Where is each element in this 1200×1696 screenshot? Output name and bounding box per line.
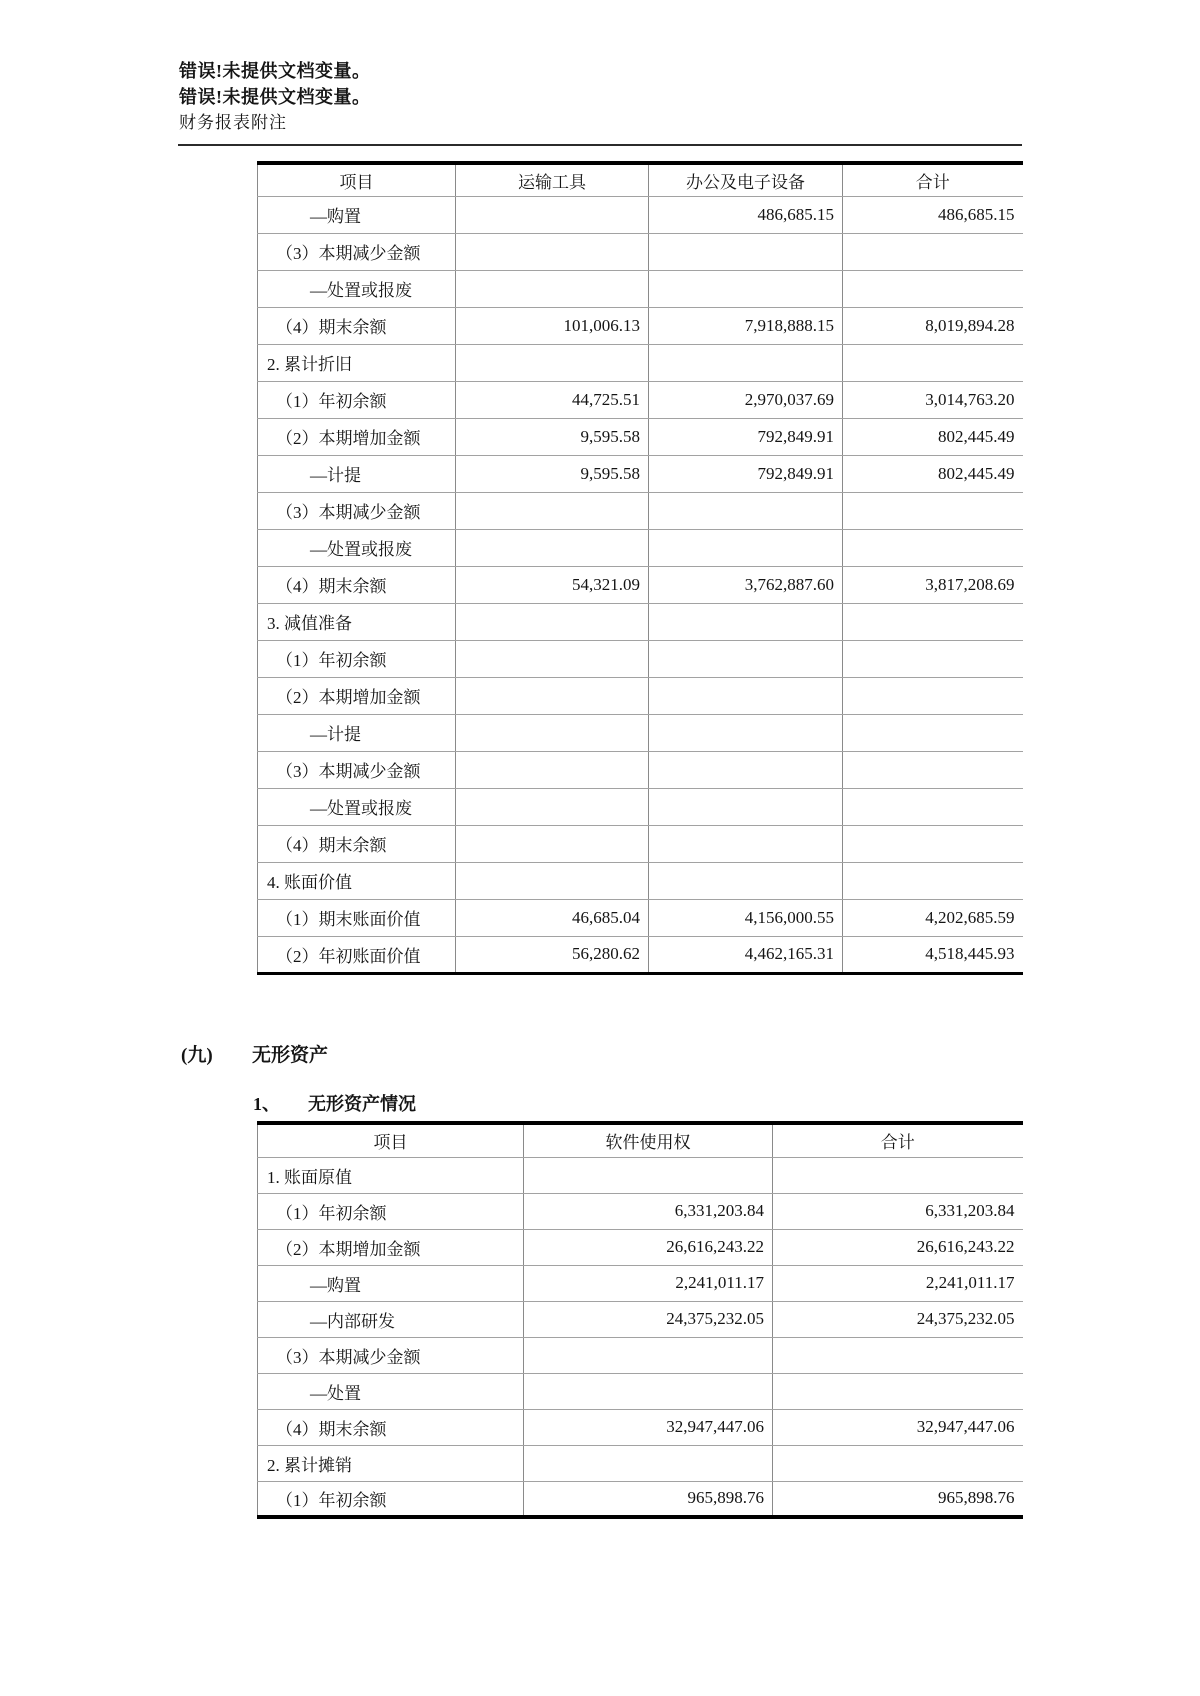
cell-value: [843, 529, 1023, 566]
cell-value: 9,595.58: [456, 418, 649, 455]
row-label: —处置或报废: [258, 529, 456, 566]
table-row: [258, 270, 1023, 307]
column-header-equipment: 办公及电子设备: [649, 163, 843, 196]
header-line-3: 财务报表附注: [179, 113, 287, 132]
cell-value: 3,817,208.69: [843, 566, 1023, 603]
row-label: （4）期末余额: [258, 1409, 524, 1445]
cell-value: 792,849.91: [649, 418, 843, 455]
cell-value: [843, 677, 1023, 714]
column-header-total: 合计: [843, 163, 1023, 196]
column-header-item: 项目: [258, 1123, 524, 1157]
cell-value: 8,019,894.28: [843, 307, 1023, 344]
row-label: （4）期末余额: [258, 566, 456, 603]
cell-value: 802,445.49: [843, 418, 1023, 455]
cell-value: [649, 603, 843, 640]
cell-value: 965,898.76: [773, 1481, 1023, 1517]
table-row: [258, 862, 1023, 899]
cell-value: 4,518,445.93: [843, 936, 1023, 973]
section-title: 无形资产: [252, 1045, 329, 1066]
cell-value: [649, 492, 843, 529]
table-row: [258, 1409, 1023, 1445]
row-label: （3）本期减少金额: [258, 233, 456, 270]
table-row: [258, 899, 1023, 936]
cell-value: 24,375,232.05: [773, 1301, 1023, 1337]
cell-value: [456, 825, 649, 862]
header-line-1: 错误!未提供文档变量。: [179, 61, 371, 81]
cell-value: [843, 862, 1023, 899]
cell-value: 24,375,232.05: [524, 1301, 773, 1337]
cell-value: [456, 196, 649, 233]
table-row: [258, 566, 1023, 603]
cell-value: 4,202,685.59: [843, 899, 1023, 936]
cell-value: [649, 233, 843, 270]
cell-value: [456, 233, 649, 270]
row-label: （3）本期减少金额: [258, 1337, 524, 1373]
cell-value: 26,616,243.22: [773, 1229, 1023, 1265]
table-row: [258, 1265, 1023, 1301]
table-row: [258, 825, 1023, 862]
cell-value: [649, 751, 843, 788]
table-row: [258, 233, 1023, 270]
table-row: [258, 677, 1023, 714]
row-label: 2. 累计摊销: [258, 1445, 524, 1481]
cell-value: [773, 1373, 1023, 1409]
row-label: （4）期末余额: [258, 307, 456, 344]
cell-value: 46,685.04: [456, 899, 649, 936]
row-label: （1）年初余额: [258, 640, 456, 677]
cell-value: [524, 1445, 773, 1481]
cell-value: [456, 603, 649, 640]
subsection-number: 1、: [253, 1094, 280, 1114]
row-label: —购置: [258, 196, 456, 233]
table-row: [258, 196, 1023, 233]
row-label: 2. 累计折旧: [258, 344, 456, 381]
cell-value: 101,006.13: [456, 307, 649, 344]
cell-value: 9,595.58: [456, 455, 649, 492]
header-line-2: 错误!未提供文档变量。: [179, 87, 371, 107]
row-label: （2）年初账面价值: [258, 936, 456, 973]
table-header-row: [258, 163, 1023, 196]
cell-value: [456, 492, 649, 529]
cell-value: [843, 714, 1023, 751]
cell-value: 6,331,203.84: [773, 1193, 1023, 1229]
cell-value: [843, 233, 1023, 270]
cell-value: [649, 270, 843, 307]
table-row: [258, 788, 1023, 825]
section-number: (九): [181, 1045, 213, 1066]
cell-value: [649, 714, 843, 751]
cell-value: [773, 1157, 1023, 1193]
cell-value: [649, 862, 843, 899]
cell-value: [649, 677, 843, 714]
intangible-assets-table-body: [258, 1157, 1023, 1517]
cell-value: [649, 529, 843, 566]
table-row: [258, 1229, 1023, 1265]
row-label: 3. 减值准备: [258, 603, 456, 640]
cell-value: 6,331,203.84: [524, 1193, 773, 1229]
cell-value: [456, 751, 649, 788]
row-label: （2）本期增加金额: [258, 418, 456, 455]
cell-value: 54,321.09: [456, 566, 649, 603]
row-label: —处置或报废: [258, 270, 456, 307]
table-row: [258, 1301, 1023, 1337]
row-label: 1. 账面原值: [258, 1157, 524, 1193]
cell-value: [649, 825, 843, 862]
row-label: 4. 账面价值: [258, 862, 456, 899]
row-label: —计提: [258, 455, 456, 492]
cell-value: [524, 1373, 773, 1409]
cell-value: 3,762,887.60: [649, 566, 843, 603]
cell-value: 2,970,037.69: [649, 381, 843, 418]
table-row: [258, 751, 1023, 788]
table-row: [258, 307, 1023, 344]
page-header: [179, 58, 371, 136]
cell-value: [843, 825, 1023, 862]
cell-value: 802,445.49: [843, 455, 1023, 492]
row-label: —内部研发: [258, 1301, 524, 1337]
cell-value: 56,280.62: [456, 936, 649, 973]
cell-value: [649, 344, 843, 381]
cell-value: 4,462,165.31: [649, 936, 843, 973]
table-row: [258, 455, 1023, 492]
header-divider: [178, 144, 1022, 146]
cell-value: 2,241,011.17: [524, 1265, 773, 1301]
cell-value: [524, 1157, 773, 1193]
cell-value: 32,947,447.06: [773, 1409, 1023, 1445]
cell-value: 486,685.15: [649, 196, 843, 233]
cell-value: 4,156,000.55: [649, 899, 843, 936]
table-row: [258, 1337, 1023, 1373]
row-label: （1）年初余额: [258, 1481, 524, 1517]
cell-value: [773, 1445, 1023, 1481]
cell-value: 486,685.15: [843, 196, 1023, 233]
row-label: —处置或报废: [258, 788, 456, 825]
column-header-item: 项目: [258, 163, 456, 196]
column-header-vehicles: 运输工具: [456, 163, 649, 196]
cell-value: [843, 344, 1023, 381]
row-label: —购置: [258, 1265, 524, 1301]
row-label: （2）本期增加金额: [258, 677, 456, 714]
cell-value: [649, 788, 843, 825]
cell-value: [843, 788, 1023, 825]
cell-value: [456, 862, 649, 899]
row-label: （1）期末账面价值: [258, 899, 456, 936]
row-label: —处置: [258, 1373, 524, 1409]
row-label: （1）年初余额: [258, 1193, 524, 1229]
table-row: [258, 603, 1023, 640]
cell-value: [456, 714, 649, 751]
row-label: （3）本期减少金额: [258, 751, 456, 788]
cell-value: [456, 788, 649, 825]
table-row: [258, 640, 1023, 677]
cell-value: 7,918,888.15: [649, 307, 843, 344]
section-heading: [181, 1044, 328, 1068]
cell-value: [456, 640, 649, 677]
cell-value: [843, 751, 1023, 788]
cell-value: [843, 270, 1023, 307]
cell-value: 32,947,447.06: [524, 1409, 773, 1445]
table-row: [258, 418, 1023, 455]
row-label: （3）本期减少金额: [258, 492, 456, 529]
cell-value: 792,849.91: [649, 455, 843, 492]
table-row: [258, 381, 1023, 418]
table-row: [258, 344, 1023, 381]
table-row: [258, 714, 1023, 751]
column-header-software: 软件使用权: [524, 1123, 773, 1157]
cell-value: 965,898.76: [524, 1481, 773, 1517]
cell-value: [456, 270, 649, 307]
subsection-heading: [253, 1092, 416, 1116]
row-label: （4）期末余额: [258, 825, 456, 862]
table-row: [258, 1373, 1023, 1409]
cell-value: [649, 640, 843, 677]
row-label: （2）本期增加金额: [258, 1229, 524, 1265]
intangible-assets-table: [257, 1121, 1023, 1519]
cell-value: 3,014,763.20: [843, 381, 1023, 418]
cell-value: [843, 492, 1023, 529]
cell-value: [843, 603, 1023, 640]
table-row: [258, 492, 1023, 529]
cell-value: [456, 677, 649, 714]
fixed-assets-table: [257, 161, 1023, 975]
table-row: [258, 529, 1023, 566]
cell-value: [524, 1337, 773, 1373]
cell-value: 26,616,243.22: [524, 1229, 773, 1265]
table-row: [258, 1157, 1023, 1193]
cell-value: [456, 529, 649, 566]
column-header-total: 合计: [773, 1123, 1023, 1157]
subsection-title: 无形资产情况: [308, 1094, 416, 1114]
cell-value: 2,241,011.17: [773, 1265, 1023, 1301]
cell-value: [773, 1337, 1023, 1373]
table-row: [258, 1445, 1023, 1481]
row-label: —计提: [258, 714, 456, 751]
table-header-row: [258, 1123, 1023, 1157]
table-row: [258, 1193, 1023, 1229]
fixed-assets-table-body: [258, 196, 1023, 973]
row-label: （1）年初余额: [258, 381, 456, 418]
cell-value: [456, 344, 649, 381]
cell-value: [843, 640, 1023, 677]
cell-value: 44,725.51: [456, 381, 649, 418]
table-row: [258, 1481, 1023, 1517]
table-row: [258, 936, 1023, 973]
